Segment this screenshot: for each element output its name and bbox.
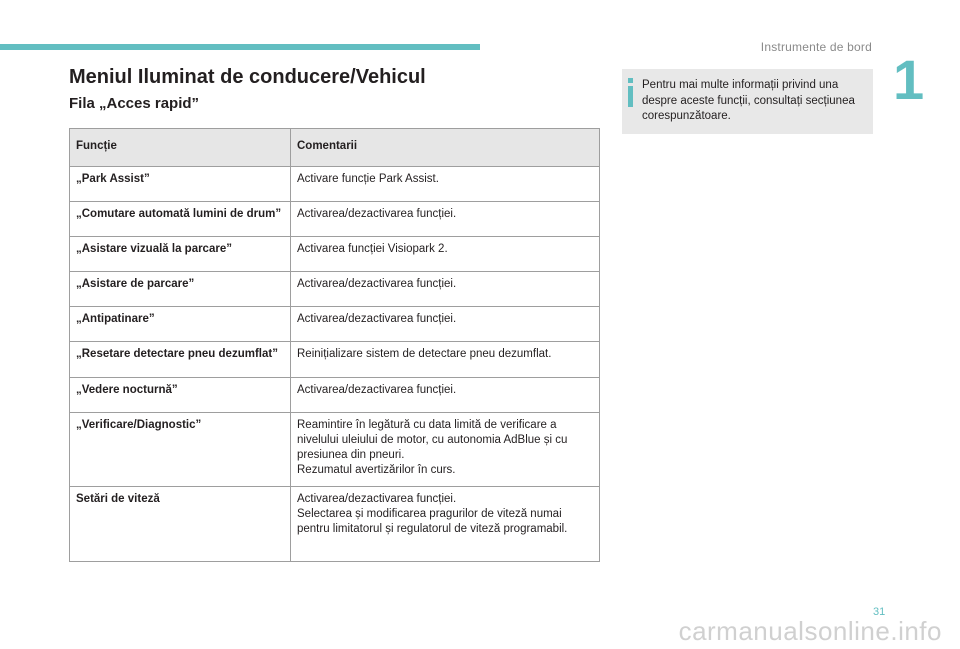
table-header-row xyxy=(70,129,600,167)
table-row xyxy=(70,237,600,272)
watermark: carmanualsonline.info xyxy=(678,616,942,646)
table-row xyxy=(70,342,600,378)
page-number: 31 xyxy=(873,606,886,618)
table-row xyxy=(70,413,600,487)
chapter-number: 1 xyxy=(893,48,925,111)
comment-cell: Activarea/dezactivarea funcției. xyxy=(291,307,600,342)
comment-cell: Reinițializare sistem de detectare pneu dezumflat. xyxy=(291,342,600,378)
info-box xyxy=(622,69,873,134)
column-header-comments: Comentarii xyxy=(291,129,600,167)
comment-cell: Activarea/dezactivarea funcției. Selectarea și modificarea pragurilor de viteză numai pentru limitatorul și regulatorul de viteză programabil. xyxy=(291,487,600,562)
function-cell: „Antipatinare” xyxy=(70,307,291,342)
function-cell: „Vedere nocturnă” xyxy=(70,378,291,413)
comment-cell: Activarea/dezactivarea funcției. xyxy=(291,378,600,413)
accent-bar xyxy=(0,44,480,50)
comment-cell: Activarea/dezactivarea funcției. xyxy=(291,272,600,307)
comment-cell: Reamintire în legătură cu data limită de verificare a nivelului uleiului de motor, cu autonomia AdBlue și cu presiunea din pneuri. Rezumatul avertizărilor în curs. xyxy=(291,413,600,487)
info-icon xyxy=(628,78,635,108)
section-title: Instrumente de bord xyxy=(760,40,872,54)
function-cell: „Resetare detectare pneu dezumflat” xyxy=(70,342,291,378)
table-row xyxy=(70,167,600,202)
function-cell: „Park Assist” xyxy=(70,167,291,202)
comment-cell: Activarea funcției Visiopark 2. xyxy=(291,237,600,272)
page-subtitle: Fila „Acces rapid” xyxy=(69,95,200,112)
functions-table xyxy=(69,128,600,562)
column-header-function: Funcție xyxy=(70,129,291,167)
table-row xyxy=(70,272,600,307)
function-cell: „Asistare de parcare” xyxy=(70,272,291,307)
table-row xyxy=(70,487,600,562)
function-cell: „Verificare/Diagnostic” xyxy=(70,413,291,487)
comment-cell: Activarea/dezactivarea funcției. xyxy=(291,202,600,237)
function-cell: „Comutare automată lumini de drum” xyxy=(70,202,291,237)
table-row xyxy=(70,378,600,413)
page-title: Meniul Iluminat de conducere/Vehicul xyxy=(69,66,426,88)
table-row xyxy=(70,307,600,342)
info-text: Pentru mai multe informații privind una despre aceste funcții, consultați secțiunea corespunzătoare. xyxy=(642,79,855,122)
table-row xyxy=(70,202,600,237)
comment-cell: Activare funcție Park Assist. xyxy=(291,167,600,202)
function-cell: Setări de viteză xyxy=(70,487,291,562)
function-cell: „Asistare vizuală la parcare” xyxy=(70,237,291,272)
